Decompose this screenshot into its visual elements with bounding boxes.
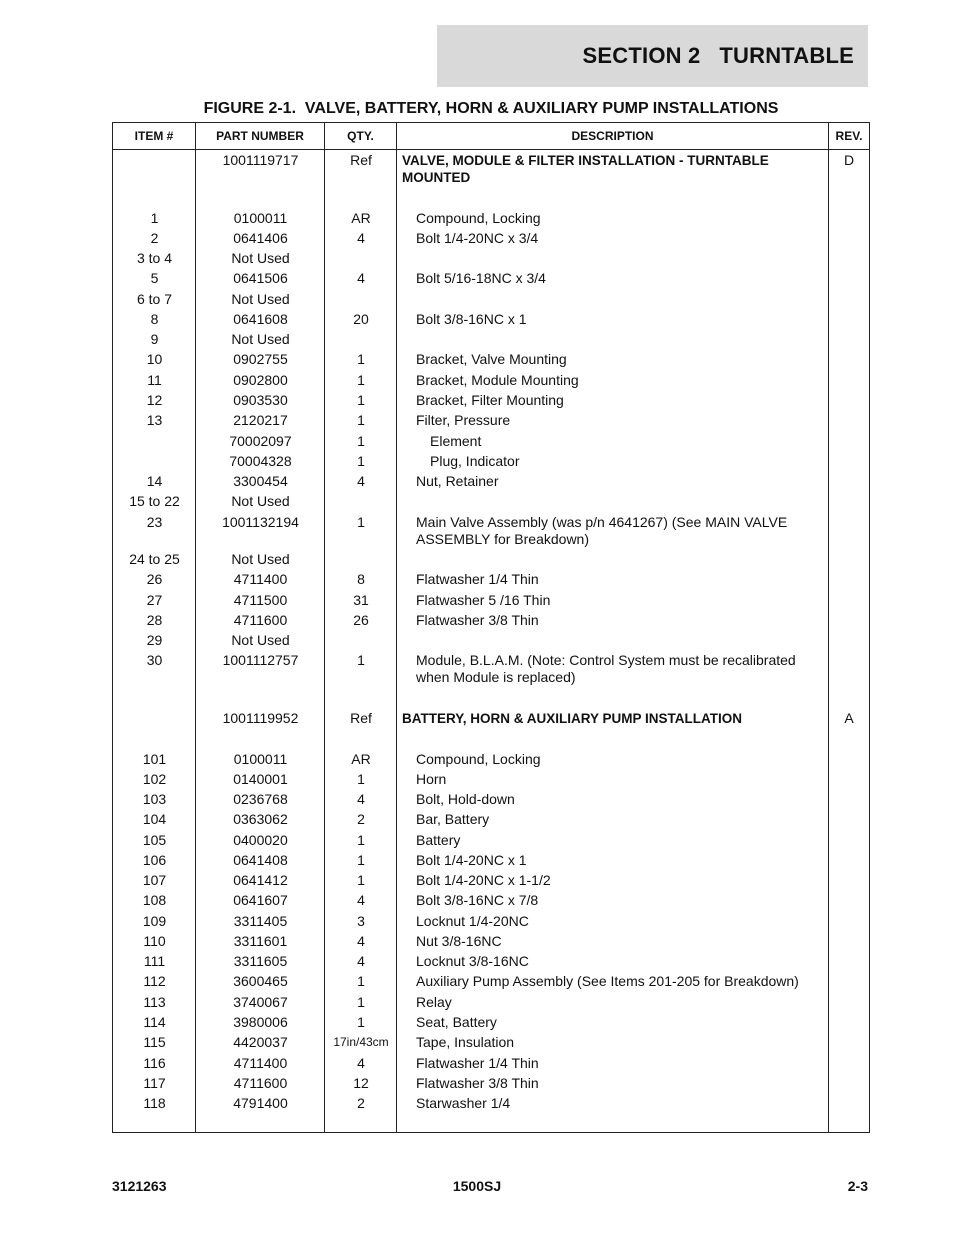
part-number: Not Used xyxy=(231,291,290,307)
part-number: 0363062 xyxy=(233,811,288,827)
part-number: Not Used xyxy=(231,250,290,266)
part-number: Not Used xyxy=(231,331,290,347)
section-banner xyxy=(437,25,868,87)
item-number: 9 xyxy=(150,331,159,347)
description: Bolt, Hold-down xyxy=(416,791,515,807)
quantity: 4 xyxy=(357,933,365,949)
part-number: 3740067 xyxy=(233,994,288,1010)
description: Bracket, Filter Mounting xyxy=(416,392,564,408)
part-number: Not Used xyxy=(231,632,290,648)
header-divider xyxy=(113,149,869,150)
quantity: 4 xyxy=(357,270,365,286)
item-number: 108 xyxy=(142,892,167,908)
quantity: 31 xyxy=(353,592,369,608)
part-number: 4711400 xyxy=(233,571,288,587)
part-number: 0903530 xyxy=(233,392,288,408)
item-number: 113 xyxy=(143,994,166,1010)
description: Module, B.L.A.M. (Note: Control System must be recalibrated when Module is replaced) xyxy=(416,652,796,685)
description: Locknut 1/4-20NC xyxy=(416,913,529,929)
item-number: 105 xyxy=(142,832,167,848)
description: Bolt 1/4-20NC x 1 xyxy=(416,852,527,868)
description: Bolt 3/8-16NC x 7/8 xyxy=(416,892,539,908)
part-number: 0400020 xyxy=(233,832,288,848)
part-number: 4711600 xyxy=(233,1075,288,1091)
quantity: Ref xyxy=(350,710,372,726)
item-number: 118 xyxy=(143,1095,166,1111)
quantity: 1 xyxy=(357,514,365,530)
item-number: 29 xyxy=(146,632,163,648)
description: Plug, Indicator xyxy=(430,453,520,469)
figure-title: FIGURE 2-1. VALVE, BATTERY, HORN & AUXILIARY PUMP INSTALLATIONS xyxy=(203,100,779,117)
quantity: 3 xyxy=(357,913,365,929)
description: Filter, Pressure xyxy=(416,412,511,428)
item-number: 6 to 7 xyxy=(136,291,173,307)
quantity: 1 xyxy=(357,372,365,388)
header-qty: QTY. xyxy=(347,129,374,143)
item-number: 28 xyxy=(146,612,163,628)
description: Bracket, Module Mounting xyxy=(416,372,579,388)
part-number: 0641607 xyxy=(233,892,288,908)
description: Flatwasher 3/8 Thin xyxy=(416,1075,539,1091)
part-number: 3311405 xyxy=(233,913,288,929)
part-number: 0100011 xyxy=(233,751,288,767)
part-number: 0641406 xyxy=(233,230,288,246)
part-number: 4711500 xyxy=(233,592,288,608)
description: Bolt 1/4-20NC x 1-1/2 xyxy=(416,872,551,888)
part-number: 0902755 xyxy=(233,351,288,367)
description: Bolt 5/16-18NC x 3/4 xyxy=(416,270,546,286)
part-number: Not Used xyxy=(231,493,290,509)
item-number: 12 xyxy=(146,392,163,408)
part-number: 1001112757 xyxy=(222,652,299,668)
description: Locknut 3/8-16NC xyxy=(416,953,529,969)
quantity: 1 xyxy=(357,453,365,469)
description: Seat, Battery xyxy=(416,1014,497,1030)
description: Compound, Locking xyxy=(416,210,541,226)
quantity: 2 xyxy=(357,1095,365,1111)
item-number: 8 xyxy=(150,311,159,327)
quantity: Ref xyxy=(350,152,372,168)
part-number: 0236768 xyxy=(233,791,288,807)
description: Nut 3/8-16NC xyxy=(416,933,502,949)
header-item: ITEM # xyxy=(134,129,174,143)
part-number: 0902800 xyxy=(233,372,288,388)
quantity: 1 xyxy=(357,832,365,848)
item-number: 104 xyxy=(142,811,167,827)
item-number: 110 xyxy=(143,933,166,949)
description: Bolt 3/8-16NC x 1 xyxy=(416,311,527,327)
quantity: 12 xyxy=(353,1075,369,1091)
part-number: 70004328 xyxy=(229,453,292,469)
part-number: 3311601 xyxy=(233,933,288,949)
quantity: 20 xyxy=(353,311,369,327)
footer-model: 1500SJ xyxy=(452,1178,502,1194)
item-number: 111 xyxy=(143,953,166,969)
item-number: 1 xyxy=(150,210,159,226)
part-number: 3980006 xyxy=(233,1014,288,1030)
part-number: 0641412 xyxy=(233,872,288,888)
header-part-number: PART NUMBER xyxy=(216,129,304,143)
item-number: 5 xyxy=(150,270,159,286)
revision: D xyxy=(843,152,855,168)
footer-doc-number: 3121263 xyxy=(112,1178,167,1194)
quantity: AR xyxy=(351,751,371,767)
item-number: 14 xyxy=(146,473,163,489)
quantity: 1 xyxy=(357,351,365,367)
item-number: 27 xyxy=(146,592,163,608)
part-number: 70002097 xyxy=(229,433,292,449)
description: Bolt 1/4-20NC x 3/4 xyxy=(416,230,539,246)
item-number: 11 xyxy=(147,372,162,388)
description: BATTERY, HORN & AUXILIARY PUMP INSTALLATION xyxy=(402,711,743,726)
item-number: 116 xyxy=(143,1055,166,1071)
part-number: 0100011 xyxy=(233,210,288,226)
quantity: 1 xyxy=(357,771,365,787)
part-number: 1001119717 xyxy=(222,152,299,168)
part-number: Not Used xyxy=(231,551,290,567)
description: Auxiliary Pump Assembly (See Items 201-205 for Breakdown) xyxy=(416,973,799,989)
description: Battery xyxy=(416,832,461,848)
description: Tape, Insulation xyxy=(416,1034,515,1050)
item-number: 30 xyxy=(146,652,163,668)
part-number: 3300454 xyxy=(233,473,288,489)
description: Compound, Locking xyxy=(416,751,541,767)
part-number: 4420037 xyxy=(233,1034,288,1050)
quantity: 4 xyxy=(357,230,365,246)
description: Bracket, Valve Mounting xyxy=(416,351,567,367)
description: Flatwasher 3/8 Thin xyxy=(416,612,539,628)
part-number: 3600465 xyxy=(233,973,288,989)
footer-page-number: 2-3 xyxy=(847,1178,868,1194)
item-number: 3 to 4 xyxy=(136,250,173,266)
item-number: 101 xyxy=(142,751,167,767)
part-number: 4711600 xyxy=(233,612,288,628)
header-rev: REV. xyxy=(835,129,863,143)
item-number: 115 xyxy=(143,1034,166,1050)
part-number: 0641408 xyxy=(233,852,288,868)
quantity: 1 xyxy=(357,852,365,868)
item-number: 114 xyxy=(143,1014,166,1030)
item-number: 112 xyxy=(143,973,166,989)
revision: A xyxy=(844,710,854,726)
part-number: 1001119952 xyxy=(222,710,299,726)
item-number: 103 xyxy=(142,791,167,807)
part-number: 4791400 xyxy=(233,1095,288,1111)
description: Bar, Battery xyxy=(416,811,490,827)
quantity: 4 xyxy=(357,791,365,807)
item-number: 102 xyxy=(142,771,167,787)
item-number: 2 xyxy=(150,230,159,246)
quantity: 1 xyxy=(357,1014,365,1030)
description: Nut, Retainer xyxy=(416,473,499,489)
item-number: 109 xyxy=(142,913,167,929)
item-number: 24 to 25 xyxy=(129,551,180,567)
description: Relay xyxy=(416,994,452,1010)
quantity: 17in/43cm xyxy=(333,1035,389,1049)
description: Horn xyxy=(416,771,447,787)
part-number: 0641506 xyxy=(233,270,288,286)
part-number: 0641608 xyxy=(233,311,288,327)
quantity: 1 xyxy=(357,392,365,408)
quantity: 4 xyxy=(357,473,365,489)
section-title: SECTION 2 TURNTABLE xyxy=(582,43,854,68)
column-divider xyxy=(828,123,829,1132)
quantity: 1 xyxy=(357,973,365,989)
description: Flatwasher 1/4 Thin xyxy=(416,571,539,587)
header-description: DESCRIPTION xyxy=(571,129,654,143)
item-number: 23 xyxy=(146,514,163,530)
quantity: 4 xyxy=(357,953,365,969)
part-number: 4711400 xyxy=(233,1055,288,1071)
item-number: 26 xyxy=(146,571,163,587)
description: Flatwasher 1/4 Thin xyxy=(416,1055,539,1071)
quantity: 1 xyxy=(357,652,365,668)
quantity: AR xyxy=(351,210,371,226)
quantity: 1 xyxy=(357,994,365,1010)
item-number: 106 xyxy=(142,852,167,868)
part-number: 0140001 xyxy=(233,771,288,787)
description: VALVE, MODULE & FILTER INSTALLATION - TURNTABLE MOUNTED xyxy=(402,153,769,185)
description: Starwasher 1/4 xyxy=(416,1095,511,1111)
quantity: 1 xyxy=(357,872,365,888)
quantity: 1 xyxy=(357,412,365,428)
quantity: 4 xyxy=(357,1055,365,1071)
quantity: 8 xyxy=(357,571,365,587)
item-number: 10 xyxy=(146,351,163,367)
item-number: 15 to 22 xyxy=(129,493,180,509)
parts-table xyxy=(112,122,870,1133)
quantity: 1 xyxy=(357,433,365,449)
description: Element xyxy=(430,433,482,449)
item-number: 117 xyxy=(143,1075,166,1091)
quantity: 2 xyxy=(357,811,365,827)
part-number: 2120217 xyxy=(233,412,288,428)
part-number: 1001132194 xyxy=(222,514,299,530)
part-number: 3311605 xyxy=(233,953,288,969)
description: Flatwasher 5 /16 Thin xyxy=(416,592,551,608)
item-number: 107 xyxy=(142,872,167,888)
quantity: 4 xyxy=(357,892,365,908)
description: Main Valve Assembly (was p/n 4641267) (See MAIN VALVE ASSEMBLY for Breakdown) xyxy=(416,514,788,547)
item-number: 13 xyxy=(146,412,163,428)
quantity: 26 xyxy=(353,612,369,628)
